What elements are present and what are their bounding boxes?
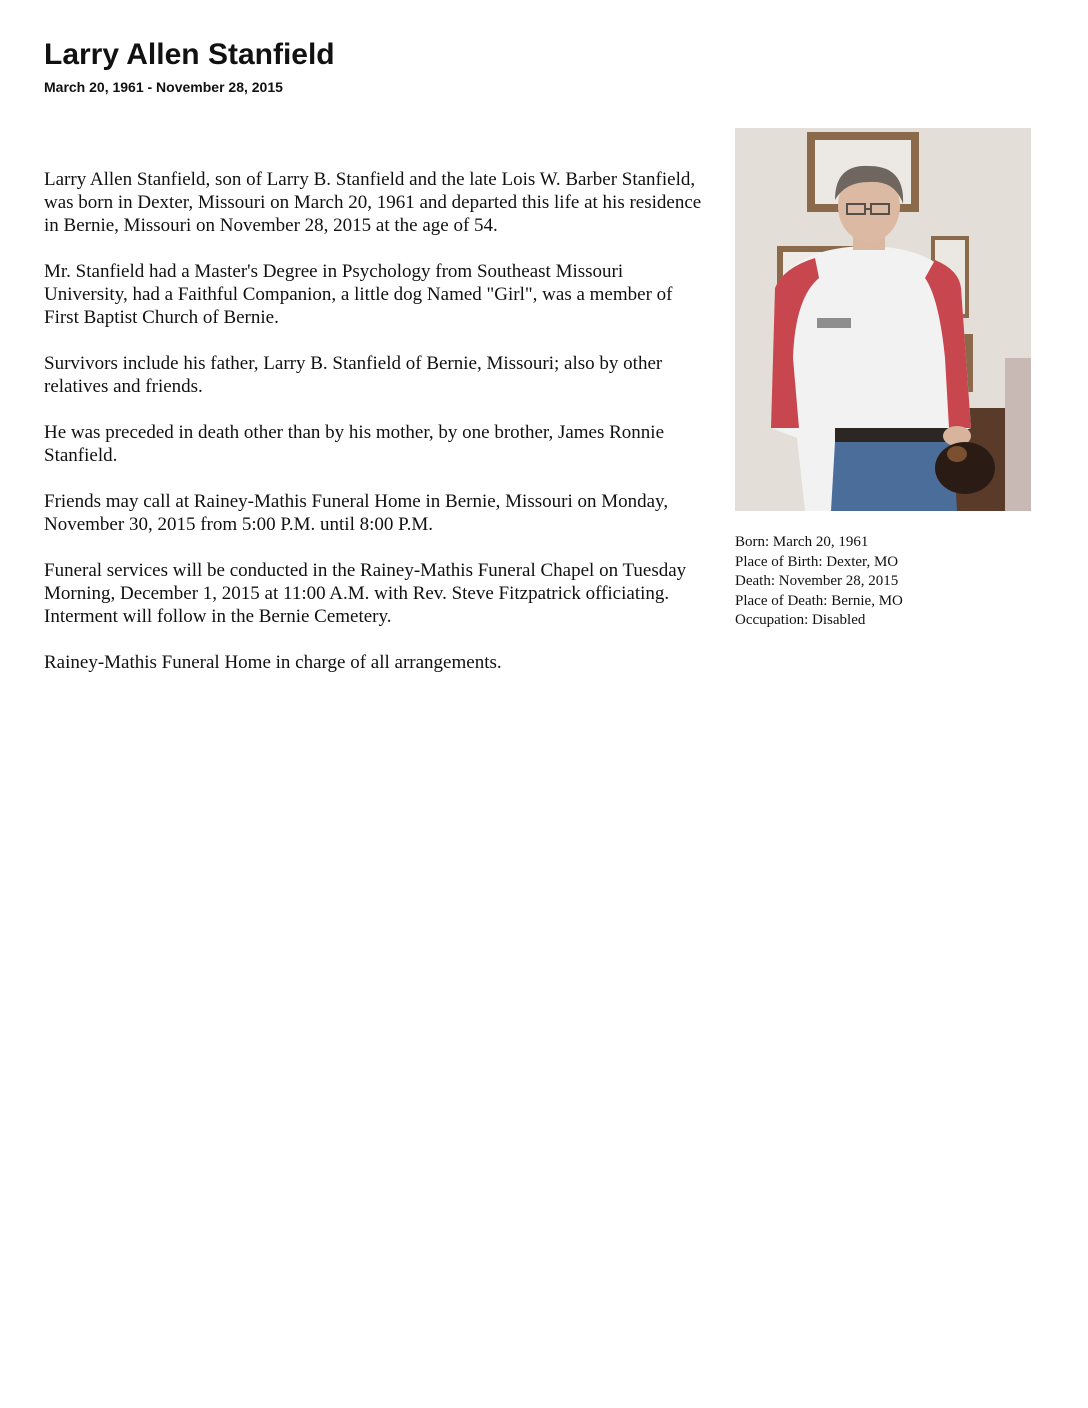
paragraph-birth: Larry Allen Stanfield, son of Larry B. Stanfield and the late Lois W. Barber Stanfield, was born in Dexter, Missouri on March 20, 1961 and departed this life at his residence in Bernie, Missouri on November 28, 2015 at the age of 54. xyxy=(44,169,702,236)
paragraph-services: Funeral services will be conducted in the Rainey-Mathis Funeral Chapel on Tuesday Morning, December 1, 2015 at 11:00 A.M. with Rev. Steve Fitzpatrick officiating. Interment will follow in the Bernie Cemetery. xyxy=(44,560,687,627)
paragraph-arrangements: Rainey-Mathis Funeral Home in charge of all arrangements. xyxy=(44,652,502,673)
vital-facts xyxy=(735,533,1035,631)
paragraph-preceded: He was preceded in death other than by his mother, by one brother, James Ronnie Stanfield. xyxy=(44,422,665,466)
paragraph-visitation: Friends may call at Rainey-Mathis Funeral Home in Bernie, Missouri on Monday, November 30, 2015 from 5:00 P.M. until 8:00 P.M. xyxy=(44,491,669,535)
life-dates: March 20, 1961 - November 28, 2015 xyxy=(44,79,283,95)
portrait-illustration xyxy=(735,128,1031,511)
fact-deathplace: Place of Death: Bernie, MO xyxy=(735,592,903,609)
paragraph-education: Mr. Stanfield had a Master's Degree in Psychology from Southeast Missouri University, had a Faithful Companion, a little dog Named "Girl", was a member of First Baptist Church of Bernie. xyxy=(44,261,673,328)
paragraph-survivors: Survivors include his father, Larry B. Stanfield of Bernie, Missouri; also by other relatives and friends. xyxy=(44,353,663,397)
fact-birthplace: Place of Birth: Dexter, MO xyxy=(735,553,899,570)
fact-death: Death: November 28, 2015 xyxy=(735,573,899,589)
fact-occupation: Occupation: Disabled xyxy=(735,612,866,628)
obituary-body xyxy=(44,168,704,697)
fact-born: Born: March 20, 1961 xyxy=(735,534,869,550)
portrait-photo xyxy=(735,128,1031,511)
obituary-name: Larry Allen Stanfield xyxy=(44,38,335,71)
